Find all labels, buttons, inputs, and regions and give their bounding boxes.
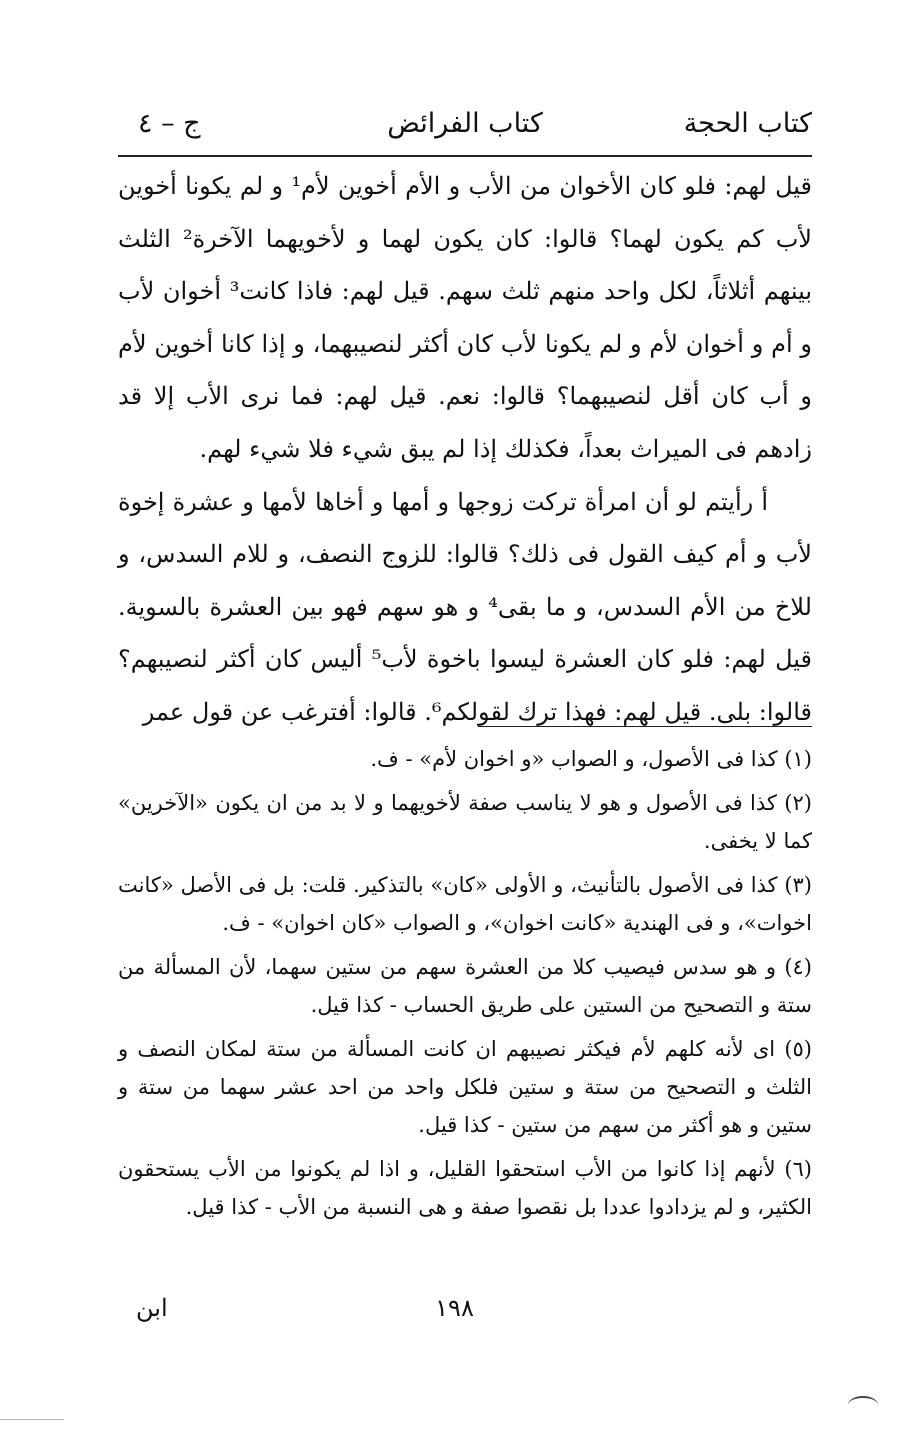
main-text xyxy=(118,160,812,739)
footnote-6: (٦) لأنهم إذا كانوا من الأب استحقوا القليل، و اذا لم يكونوا من الأب يستحقون الكثير، و لم يزدادوا عددا بل نقصوا صفة و هى النسبة من الأب - كذا قيل. xyxy=(118,1157,812,1219)
footnote-2: (٢) كذا فى الأصول و هو لا يناسب صفة لأخويهما و لا بد من ان يكون «الآخرين» كما لا يخفى. xyxy=(118,791,812,853)
footnote-3: (٣) كذا فى الأصول بالتأنيث، و الأولى «كان» بالتذكير. قلت: بل فى الأصل «كانت اخوات»، و فى الهندية «كانت اخوان»، و الصواب «كان اخوان» - ف. xyxy=(118,873,812,935)
header-book-title: كتاب الحجة xyxy=(683,108,812,139)
footnote-rule xyxy=(478,726,812,727)
running-header xyxy=(118,108,812,152)
catchword: ابن xyxy=(136,1294,168,1322)
scan-edge-line xyxy=(0,1419,64,1420)
footnote-1: (١) كذا فى الأصول، و الصواب «و اخوان لأم» - ف. xyxy=(370,747,812,771)
header-rule xyxy=(118,155,812,157)
page-number: ١٩٨ xyxy=(435,1294,474,1322)
paragraph-1: قيل لهم: فلو كان الأخوان من الأب و الأم أخوين لأم¹ و لم يكونا أخوين لأب كم يكون لهما؟ قالوا: كان يكون لهما و لأخويهما الآخرة² الثلث بينهم أثلاثاً، لكل واحد منهم ثلث سهم. قيل لهم: فاذا كانت³ أخوان لأب و أم و أخوان لأم و لم يكونا لأب كان أكثر لنصيبهما، و إذا كانا أخوين لأم و أب كان أقل لنصيبهما؟ قالوا: نعم. قيل لهم: فما نرى الأب إلا قد زادهم فى الميراث بعداً، فكذلك إذا لم يبق شيء فلا شيء لهم. xyxy=(118,172,813,463)
page-corner-mark xyxy=(848,1396,878,1414)
header-volume: ج – ٤ xyxy=(138,108,201,139)
footnote-5: (٥) اى لأنه كلهم لأم فيكثر نصيبهم ان كانت المسألة من ستة لمكان النصف و الثلث و التصحيح من ستة و ستين فلكل واحد من احد عشر سهما من ستة و ستين و هو أكثر من سهم من ستين - كذا قيل. xyxy=(118,1037,812,1137)
header-chapter-title: كتاب الفرائض xyxy=(387,108,543,139)
footnotes xyxy=(118,740,812,1232)
paragraph-2: أ رأيتم لو أن امرأة تركت زوجها و أمها و أخاها لأمها و عشرة إخوة لأب و أم كيف القول فى ذلك؟ قالوا: للزوج النصف، و للام السدس، و للاخ من الأم السدس، و ما بقى⁴ و هو سهم فهو بين العشرة بالسوية. قيل لهم: فلو كان العشرة ليسوا باخوة لأب⁵ أليس كان أكثر لنصيبهم؟ قالوا: بلى. قيل لهم: فهذا ترك لقولكم⁶. قالوا: أفترغب عن قول عمر xyxy=(118,487,812,726)
footnote-4: (٤) و هو سدس فيصيب كلا من العشرة سهم من ستين سهما، لأن المسألة من ستة و التصحيح من الستين على طريق الحساب - كذا قيل. xyxy=(118,955,812,1017)
